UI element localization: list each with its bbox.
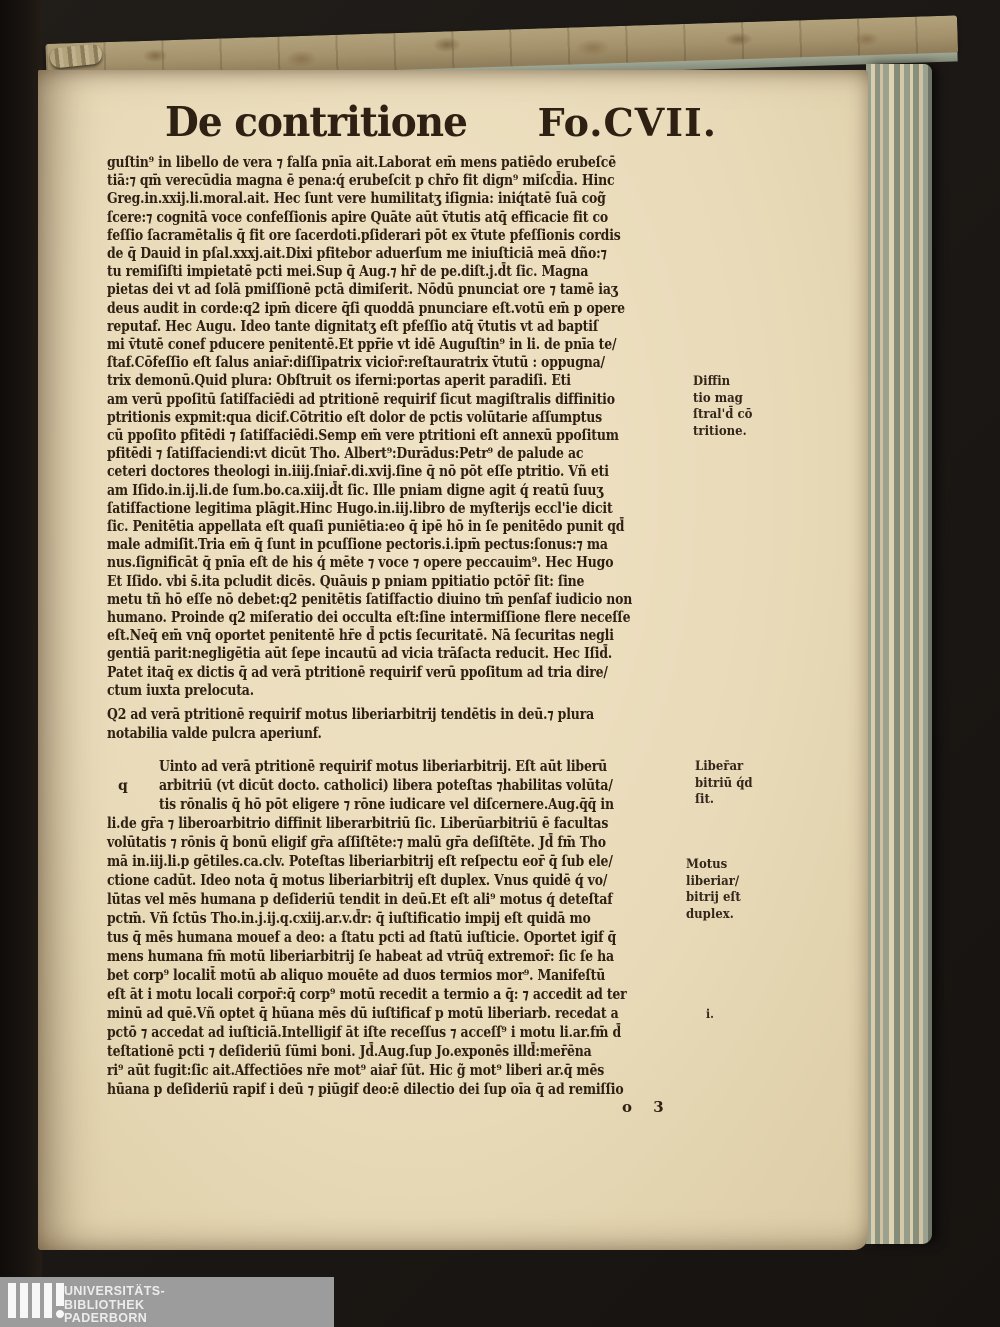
text-line: ſtaf.Cōfeſſio eſt ſalus aniar̄:diſſipatrix vicior̄:reſtauratrix v̄tutū : oppugna/ [107, 354, 605, 372]
text-line: ſit. [695, 792, 714, 807]
text-line: mens humana fm̄ motū liberiarbitrij ſe habeat ad vtrūq̄ extremor̄: ſic ſe ha [107, 948, 614, 965]
text-line: feſſio ſacramētalis q̄ fit ore ſacerdoti.pſiderari pōt ex v̄tute pfeſſionis cordis [107, 226, 621, 244]
margin-note-free-will [695, 759, 825, 809]
book-spine [0, 0, 42, 1327]
text-line: Uinto ad verā ptritionē requirif motus liberiarbitrij. Eſt aūt liberū [159, 758, 608, 775]
text-line: ſtral'd̄ cō [693, 407, 753, 422]
library-logo-bars-icon [8, 1283, 68, 1318]
text-line: ctione cadūt. Ideo nota q̄ motus liberiarbitrij eſt duplex. Vnus quidē q́ vo/ [107, 872, 608, 889]
text-line: am verū ppoſitū ſatiſfaciēdi ad ptritionē requirif ſicut magiſtralis diffinitio [107, 390, 615, 408]
text-line: PADERBORN [64, 1311, 148, 1325]
text-line: nus.ſignificāt q̄ pnīa eſt de his q́ mēte ⁊ voce ⁊ opere peccauim⁹. Hec Hugo [107, 554, 614, 572]
text-line: pfitēdi ⁊ ſatiſfaciendi:vt dicūt Tho. Albert⁹:Durādus:Petr⁹ de palude ac [107, 445, 584, 463]
text-line: ri⁹ aūt fugit:ſic ait.Affectiōes nr̄e mot⁹ aiar̄ ſūt. Hic g̃ mot⁹ liberi ar.q̄ mēs [107, 1062, 605, 1079]
text-line: bet corp⁹ localit̄ motū ab aliquo mouēte ad duos termios mor⁹. Manifeſtū [107, 967, 606, 984]
library-stamp [0, 1277, 334, 1327]
text-line: Patet itaq̄ ex dictis q̄ ad verā ptritionē requirif verū ppoſitum ad tria dire/ [107, 663, 608, 681]
text-line: teſtationē pcti ⁊ deſideriū ſūmi boni. Jd̄.Aug.ſup Jo.exponēs illd̄:mer̄ēna [107, 1043, 592, 1060]
text-line: tio mag [693, 390, 743, 406]
margin-mark [706, 1006, 836, 1023]
text-line: notabilia valde pulcra aperiunf. [107, 724, 322, 742]
text-line: ceteri doctores theologi in.iiij.ſniar̄.di.xvij.ſine q̄ nō pōt eſſe ptritio. Vñ eti [107, 463, 609, 481]
text-line: bitriū q́d [695, 775, 753, 791]
text-line: tiā:⁊ qm̄ verecūdia magna ē pena:q́ erubeſcit p chr̄o fit dign⁹ miſcd̄ia. Hinc [107, 172, 615, 190]
text-line: Et Iſido. vbi s̄.ita pcludit dicēs. Quāuis p pniam ppitiatio pctōr̄ ſit: ſine [107, 572, 585, 590]
text-line: de q̄ Dauid in pſal.xxxj.ait.Dixi pfitebor aduerſum me iniuſticiā meā dño:⁊ [107, 245, 607, 263]
text-line: BIBLIOTHEK [64, 1297, 145, 1312]
text-line: eſt.Neq̄ em̄ vnq̄ oportet penitentē hr̄e d̄ pctis ſecuritatē. Nā ſecuritas negli [107, 627, 614, 645]
running-header [165, 98, 717, 146]
folio-number: Fo.CVII. [537, 100, 717, 145]
text-line: tus q̄ mēs humana mouef a deo: a ſtatu pcti ad ſtatū iuſticie. Oportet igif q̄ [107, 929, 617, 946]
text-line: ctum iuxta prelocuta. [107, 681, 254, 699]
text-line: liberiar/ [686, 873, 740, 889]
text-line: bitrij eſt [686, 890, 741, 905]
page-title: De contritione [165, 98, 468, 146]
text-line: mā in.iij.li.p gētiles.ca.clv. Poteſtas liberiarbitrij eſt reſpectu eor̄ q̄ ſub ele/ [107, 853, 613, 870]
text-line: reputaf. Hec Augu. Ideo tante dignitatʒ eſt pfeſſio atq̄ v̄tutis vt ad baptiſ [107, 317, 599, 335]
margin-note-definition-contrition [693, 374, 823, 440]
text-line: Diffin [693, 374, 731, 389]
text-line: gentiā parit:negligētia aūt ſepe incautū ad vicia trāſacta reducit. Hec Iſid̄. [107, 645, 613, 663]
text-line: minū ad quē.Vñ optet q̄ hūana mēs dū iuſtificaf p motū liberiarb. recedat a [107, 1005, 619, 1022]
text-line: eſt āt i motu locali corpor̄:q̄ corp⁹ motū recedit a termio a q̄: ⁊ accedit ad ter [107, 986, 627, 1003]
text-line: pietas dei vt ad ſolā pmiſſionē pctā dimiſerit. Nōdū pnunciat ore ⁊ tamē iaʒ [107, 281, 618, 299]
text-line: tritione. [693, 423, 747, 439]
guide-letter: q [118, 778, 128, 794]
text-line: ſatiſfactione legitima plāgit.Hinc Hugo.in.iij.libro de myſterijs eccl'ie dicit [107, 499, 613, 517]
text-line: lūtas vel mēs humana p deſideriū tendit in deū.Et eſt ali⁹ motus q́ deteſtaf [107, 891, 613, 908]
text-line: ſic. Penitētia appellata eſt quaſi puniētia:eo q̄ ipē hō in ſe penitēdo punit qd̄ [107, 518, 625, 536]
margin-note-motus-duplex [686, 857, 816, 923]
text-paragraph-3 [107, 757, 697, 1099]
text-line: pctm̄. Vñ ſctūs Tho.in.j.ij.q.cxiij.ar.v.d̄r: q̄ iuſtificatio impij eſt quidā mo [107, 910, 591, 927]
text-line: humano. Proinde q2 miſeratio dei occulta eſt:ſine intermiſſione flere neceſſe [107, 609, 631, 627]
text-paragraph-2 [107, 706, 697, 743]
text-line: metu tñ hō eſſe nō debet:q2 penitētis ſatiſfactio diuino tm̄ penſaf iudicio non [107, 590, 633, 608]
signature-mark: o 3 [622, 1098, 672, 1116]
text-line: UNIVERSITÄTS- [64, 1284, 166, 1298]
text-line: male admiſit.Tria em̄ q̄ ſunt in pcuſſione pectoris.i.ipm̄ pectus:ſonus:⁊ ma [107, 536, 608, 554]
text-line: mi v̄tutē conef pducere penitentē.Et ppr̄ie vt idē Auguſtin⁹ in li. de pnīa te/ [107, 336, 617, 354]
text-line: ptritionis expmit:qua dicif.Cōtritio eſt dolor de pctis volūtarie aſſumptus [107, 408, 602, 426]
text-line: Motus [686, 857, 728, 872]
text-line: li.de gr̄a ⁊ liberoarbitrio diffinit liberarbitriū ſic. Liberūarbitriū ē facultas [107, 815, 609, 832]
text-line: i. [706, 1007, 714, 1021]
text-line: duplex. [686, 906, 734, 922]
text-line: pctō ⁊ accedat ad iuſticiā.Intelligif āt iſte receſſus ⁊ acceſſ⁹ i motu li.ar.fm̄ d̄ [107, 1024, 622, 1041]
text-line: tis rōnalis q̄ hō pōt eligere ⁊ rōne iudicare vel diſcernere.Aug.q̄q̄ in [159, 796, 614, 813]
text-line: Q2 ad verā ptritionē requirif motus liberiarbitrij tendētis in deū.⁊ plura [107, 706, 595, 723]
text-line: trix demonū.Quid plura: Obſtruit os iferni:portas aperit paradiſi. Eti [107, 372, 571, 390]
text-line: am Iſido.in.ij.li.de ſum.bo.ca.xiij.d̄t ſic. Ille pniam digne agit q́ reatū ſuuʒ [107, 481, 604, 499]
text-line: ſcere:⁊ cognitā voce confeſſionis apire Quāte aūt v̄tutis atq̄ efficacie fit co [107, 208, 609, 226]
page-edges-right [866, 64, 932, 1244]
text-line: arbitriū (vt dicūt docto. catholici) libera poteſtas ⁊habilitas volūta/ [159, 777, 613, 794]
text-line: guſtin⁹ in libello de vera ⁊ falſa pnīa ait.Laborat em̄ mens patiēdo erubeſcē [107, 154, 616, 171]
text-line: volūtatis ⁊ rōnis q̄ bonū eligif gr̄a aſſiſtēte:⁊ malū gr̄a deſiſtēte. Jd̄ fm̄ Tho [107, 834, 606, 851]
text-paragraph-1 [107, 154, 697, 700]
text-line: hūana p deſideriū rapif i deū ⁊ piūgif deo:ē dilectio dei ſup oīa q̄ ad remiſſio [107, 1081, 624, 1098]
text-line: tu remiſiſti impietatē pcti mei.Sup q̄ Aug.⁊ hr̄ de pe.diſt.j.d̄t ſic. Magna [107, 263, 589, 281]
text-line: Greg.in.xxij.li.moral.ait. Hec ſunt vere humilitatʒ iſignia: iniq́tatē ſuā cog̃ [107, 190, 606, 208]
library-name [64, 1285, 165, 1326]
text-line: Liber̄ar [695, 759, 744, 774]
text-line: cū ppoſito pfitēdi ⁊ ſatiſfaciēdi.Semp em̄ vere ptritioni eſt annexū ppoſitum [107, 427, 619, 445]
book-page [38, 70, 868, 1250]
text-line: deus audit in corde:q2 ipm̄ dicere q̄ſi quoddā pnunciare eſt.votū em̄ p opere [107, 299, 625, 317]
